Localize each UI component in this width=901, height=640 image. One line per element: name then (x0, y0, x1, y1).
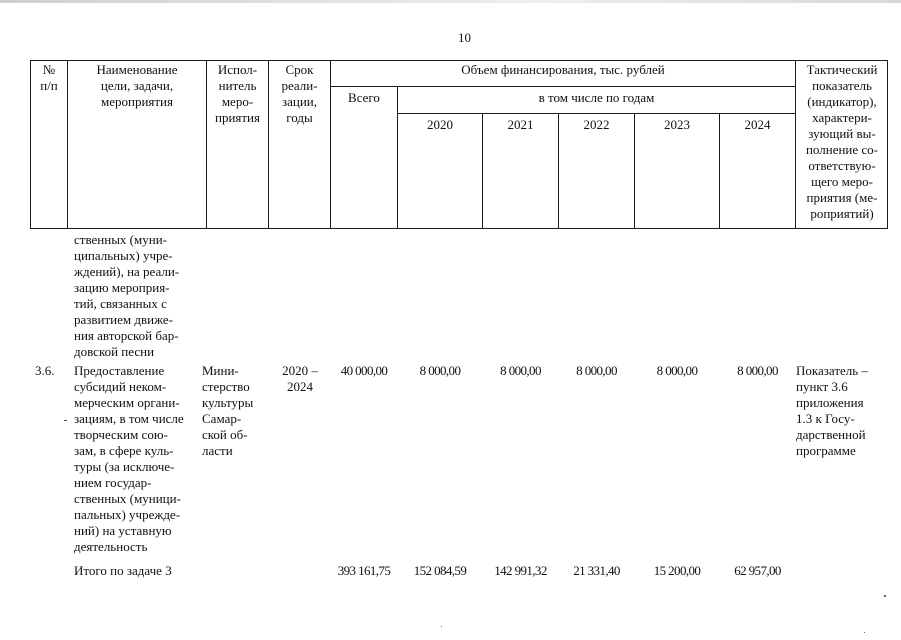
total-year-2023: 15 200,00 (653, 563, 701, 578)
header-year-2023: 2023 (664, 117, 690, 132)
row-indicator: Показатель – пункт 3.6 приложения 1.3 к Госу- дарственной программе (796, 363, 868, 458)
header-num: № п/п (40, 62, 58, 93)
scan-speck (884, 595, 886, 597)
total-sum: 393 161,75 (337, 563, 391, 578)
row-executor: Мини- стерство культуры Самар- ской об- ласти (202, 363, 254, 458)
row-year-2020: 8 000,00 (419, 363, 461, 378)
row-term: 2020 – 2024 (282, 363, 318, 394)
row-year-2021: 8 000,00 (500, 363, 541, 378)
header-year-2021: 2021 (507, 117, 534, 132)
row-year-2023: 8 000,00 (656, 363, 698, 378)
scan-speck (64, 420, 67, 421)
total-year-2024: 62 957,00 (734, 563, 781, 578)
page-number: 10 (458, 30, 471, 45)
row-number: 3.6. (35, 363, 55, 378)
total-year-2022: 21 331,40 (573, 563, 620, 578)
scan-edge (0, 0, 901, 3)
header-executor: Испол- нитель меро- приятия (214, 62, 260, 125)
total-label: Итого по задаче 3 (74, 563, 172, 578)
total-year-2020: 152 084,59 (413, 563, 467, 578)
total-year-2021: 142 991,32 (494, 563, 547, 578)
row-name: Предоставление субсидий неком- мерческим органи- зациям, в том числе творческим сою- зам, в сфере куль- туры (за исключе- нием государ- ственных (муници- пальных) учрежде- ний) на уставную деятельность (74, 363, 184, 554)
row-total: 40 000,00 (340, 363, 388, 378)
header-year-2024: 2024 (744, 117, 771, 132)
header-indicator: Тактический показатель (индикатор), характери- зующий вы- полнение со- ответствую- щего меро- приятия (ме- роприятий) (805, 62, 879, 221)
row-year-2022: 8 000,00 (576, 363, 617, 378)
scan-speck (864, 632, 865, 633)
continuation-text: ственных (муни- ципальных) учре- ждений), на реали- зацию мероприя- тий, связанных с развитием движе- ния авторской бар- довской песни (74, 232, 180, 359)
header-funding: Объем финансирования, тыс. рублей (461, 62, 665, 77)
row-year-2024: 8 000,00 (737, 363, 778, 378)
scan-speck (441, 626, 442, 627)
header-year-2020: 2020 (427, 117, 453, 132)
header-term: Срок реали- зации, годы (281, 62, 318, 125)
header-total: Всего (348, 90, 380, 105)
header-name: Наименование цели, задачи, мероприятия (96, 62, 178, 109)
header-by-years: в том числе по годам (538, 90, 655, 105)
header-year-2022: 2022 (583, 117, 610, 132)
